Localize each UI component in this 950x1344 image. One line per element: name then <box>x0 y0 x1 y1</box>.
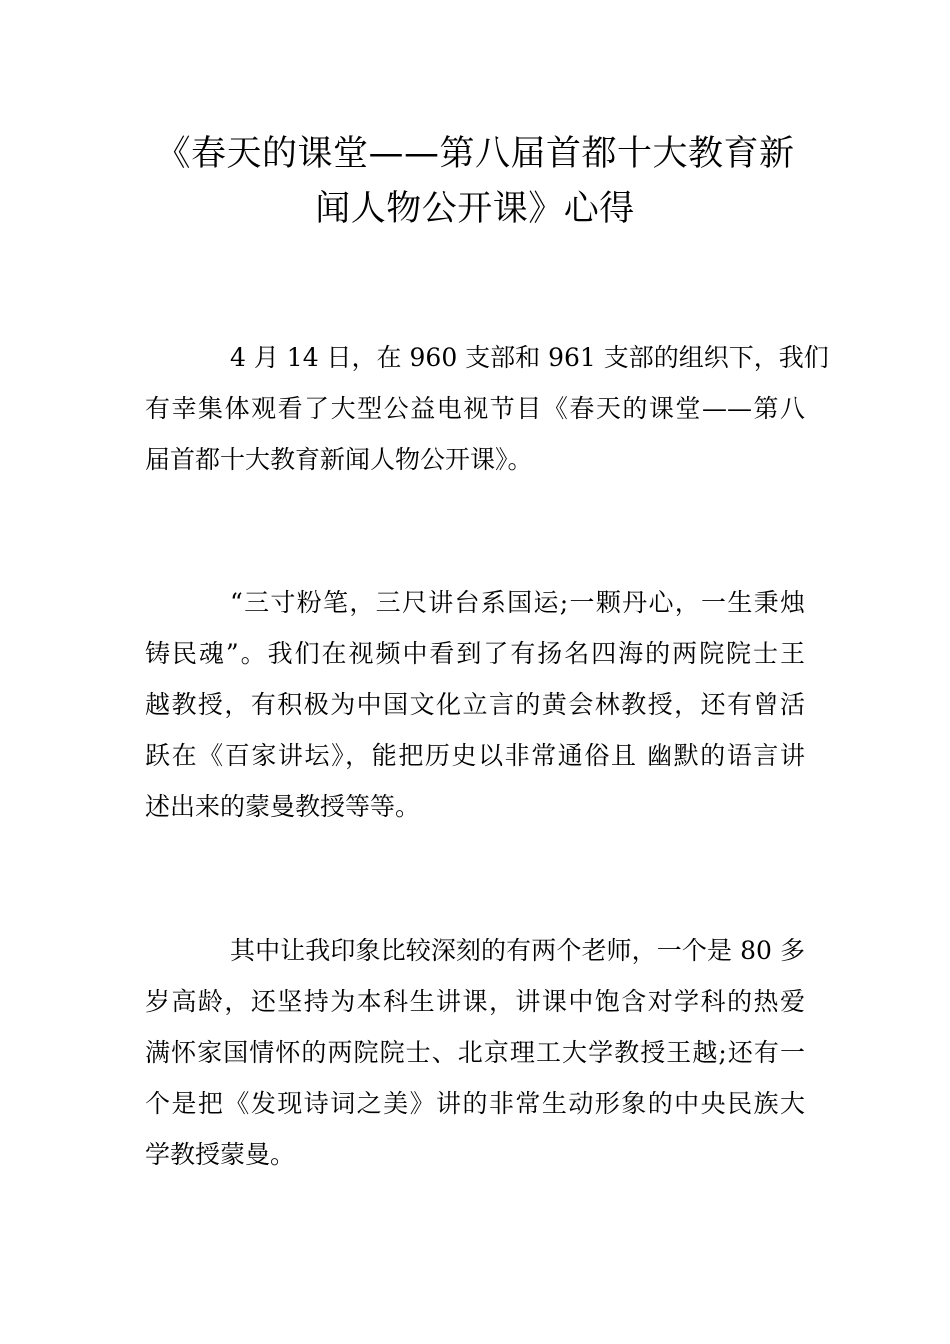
paragraph-line: 学教授蒙曼。 <box>145 1140 296 1169</box>
paragraph-line: 铸民魂”。我们在视频中看到了有扬名四海的两院院士王 <box>145 639 805 668</box>
paragraph-2 <box>145 577 805 832</box>
document-title <box>145 127 805 237</box>
paragraph-line: 岁高龄，还坚持为本科生讲课，讲课中饱含对学科的热爱 <box>145 987 805 1016</box>
paragraph-line: 越教授，有积极为中国文化立言的黄会林教授，还有曾活 <box>145 690 805 719</box>
paragraph-line: “三寸粉笔，三尺讲台系国运;一颗丹心，一生秉烛 <box>230 588 805 617</box>
paragraph-line: 有幸集体观看了大型公益电视节目《春天的课堂——第八 <box>145 394 805 423</box>
paragraph-line: 4 月 14 日，在 960 支部和 961 支部的组织下，我们 <box>230 343 829 372</box>
paragraph-line: 个是把《发现诗词之美》讲的非常生动形象的中央民族大 <box>145 1089 805 1118</box>
title-line: 闻人物公开课》心得 <box>315 189 635 229</box>
paragraph-line: 述出来的蒙曼教授等等。 <box>145 792 421 821</box>
paragraph-line: 届首都十大教育新闻人物公开课》。 <box>145 445 533 474</box>
paragraph-line: 满怀家国情怀的两院院士、北京理工大学教授王越;还有一 <box>145 1038 805 1067</box>
paragraph-3 <box>145 925 805 1180</box>
title-line: 《春天的课堂——第八届首都十大教育新 <box>155 134 795 174</box>
paragraph-line: 其中让我印象比较深刻的有两个老师，一个是 80 多 <box>230 936 805 965</box>
paragraph-1 <box>145 332 829 485</box>
paragraph-line: 跃在《百家讲坛》，能把历史以非常通俗且 幽默的语言讲 <box>145 741 805 770</box>
